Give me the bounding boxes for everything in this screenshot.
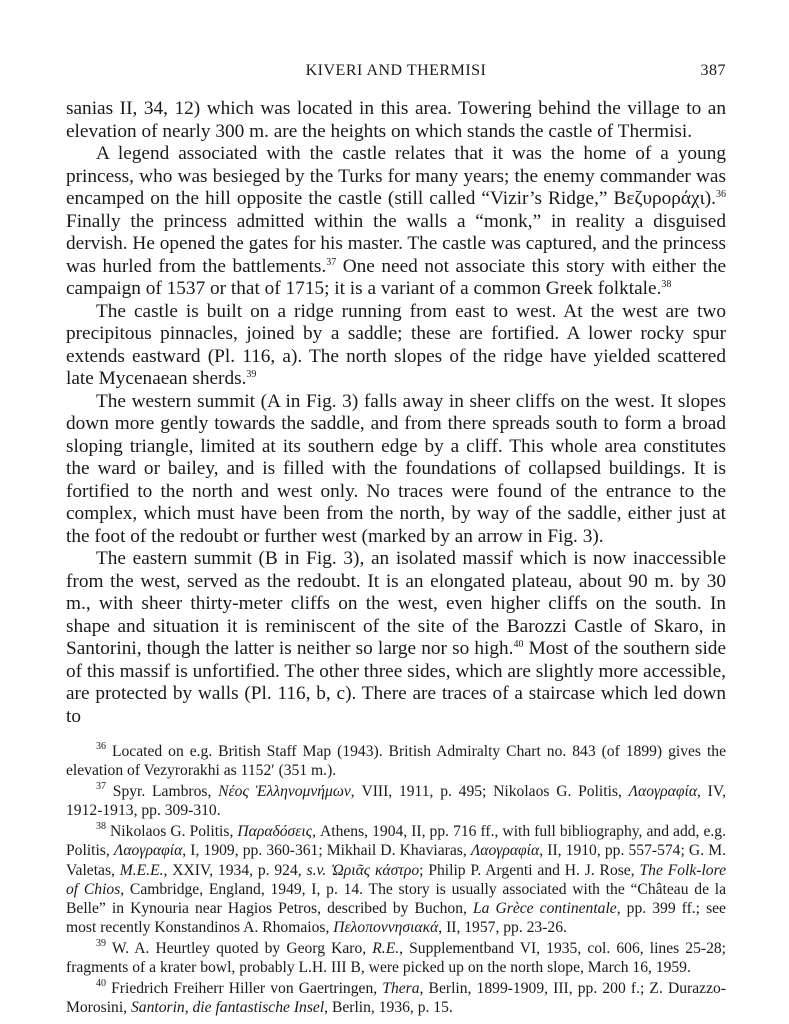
footnote-38: $^{38}$ Nikolaos G. Politis, Παραδόσεις, Athens, 1904, II, pp. 716 ff., with full bibliography, and add, e.g. Politis, Λαογραφία, I, 1909, pp. 360-361; Mikhail D. Khaviaras, Λαογραφία, II, 1910, pp. 557-574; G. M. Valetas, M.E.E., XXIV, 1934, p. 924, s.v. Ὡριᾶς κάστρο; Philip P. Argenti and H. J. Rose, The Folk-lore of Chios, Cambridge, England, 1949, I, p. 14. The story is usually associated with the “Château de la Belle” in Kynouria near Hagios Petros, described by Buchon, La Grèce continentale, pp. 399 ff.; see most recently Konstandinos A. Rhomaios, Πελοποννησιακά, II, 1957, pp. 23-26. — [66, 821, 726, 936]
footnote-ref: 37 — [326, 256, 337, 268]
paragraph-5: The eastern summit (B in Fig. 3), an isolated massif which is now inaccessible from the west, served as the redoubt. It is an elongated plateau, about 90 m. by 30 m., with sheer thirty-meter cliffs on the west, even higher cliffs on the south. In shape and situation it is reminiscent of the site of the Barozzi Castle of Skaro, in Santorini, though the latter is neither so large nor so high.$^{40}$ Most of the southern side of this massif is unfortified. The other three sides, which are slightly more accessible, are protected by walls (Pl. 116, b, c). There are traces of a staircase which led down to — [66, 548, 726, 727]
footnote-ref: 40 — [513, 639, 524, 650]
footnote-ref: 39 — [246, 369, 257, 380]
footnote-40: $^{40}$ Friedrich Freiherr Hiller von Gaertringen, Thera, Berlin, 1899-1909, III, pp. 200 f.; Z. Durazzo-Morosini, Santorin, die fantastische Insel, Berlin, 1936, p. 15. — [66, 978, 726, 1017]
footnote-ref: 38 — [661, 279, 672, 290]
paragraph-2: A legend associated with the castle relates that it was the home of a young princess, who was besieged by the Turks for many years; the enemy commander was encamped on the hill opposite the castle (still called “Vizir’s Ridge,” Βεζυροράχι).$^{36}$ Finally the princess admitted within the walls a “monk,” in reality a disguised dervish. He opened the gates for his master. The castle was captured, and the princess was hurled from the battlements.$^{37}$ One need not associate this story with either the campaign of 1537 or that of 1715; it is a variant of a common Greek folktale.$^{38}$ — [66, 143, 727, 299]
footnote-ref: 36 — [716, 189, 726, 200]
body-text — [66, 98, 726, 728]
paragraph-3: The castle is built on a ridge running from east to west. At the west are two precipitous pinnacles, joined by a saddle; these are fortified. A lower rocky spur extends eastward (Pl. 116, a). The north slopes of the ridge have yielded scattered late Mycenaean sherds.$^{39}$ — [66, 300, 726, 389]
paragraph-1: sanias II, 34, 12) which was located in this area. Towering behind the village to an elevation of nearly 300 m. are the heights on which stands the castle of Thermisi. — [66, 98, 726, 142]
running-title: KIVERI AND THERMISI — [305, 62, 487, 79]
footnote-37: $^{37}$ Spyr. Lambros, Νέος Ἑλληνομνήμων, VIII, 1911, p. 495; Nikolaos G. Politis, Λαογραφία, IV, 1912-1913, pp. 309-310. — [66, 781, 727, 820]
footnote-39: $^{39}$ W. A. Heurtley quoted by Georg Karo, R.E., Supplementband VI, 1935, col. 606, lines 25-28; fragments of a krater bowl, probably L.H. III B, were picked up on the north slope, March 16, 1959. — [66, 937, 726, 977]
footnotes — [66, 742, 726, 1017]
paragraph-4: The western summit (A in Fig. 3) falls away in sheer cliffs on the west. It slopes down more gently towards the saddle, and from there spreads south to form a broad sloping triangle, limited at its southern edge by a cliff. This whole area constitutes the ward or bailey, and is filled with the foundations of collapsed buildings. It is fortified to the north and west only. No traces were found of the entrance to the complex, which must have been from the north, by way of the saddle, either just at the foot of the redoubt or further west (marked by an arrow in Fig. 3). — [66, 390, 726, 547]
footnote-36: $^{36}$ Located on e.g. British Staff Map (1943). British Admiralty Chart no. 843 (of 1899) gives the elevation of Vezyrorakhi as 1152′ (351 m.). — [66, 741, 726, 780]
page-number: 387 — [700, 62, 726, 79]
running-header — [66, 58, 726, 84]
page — [66, 58, 726, 1019]
